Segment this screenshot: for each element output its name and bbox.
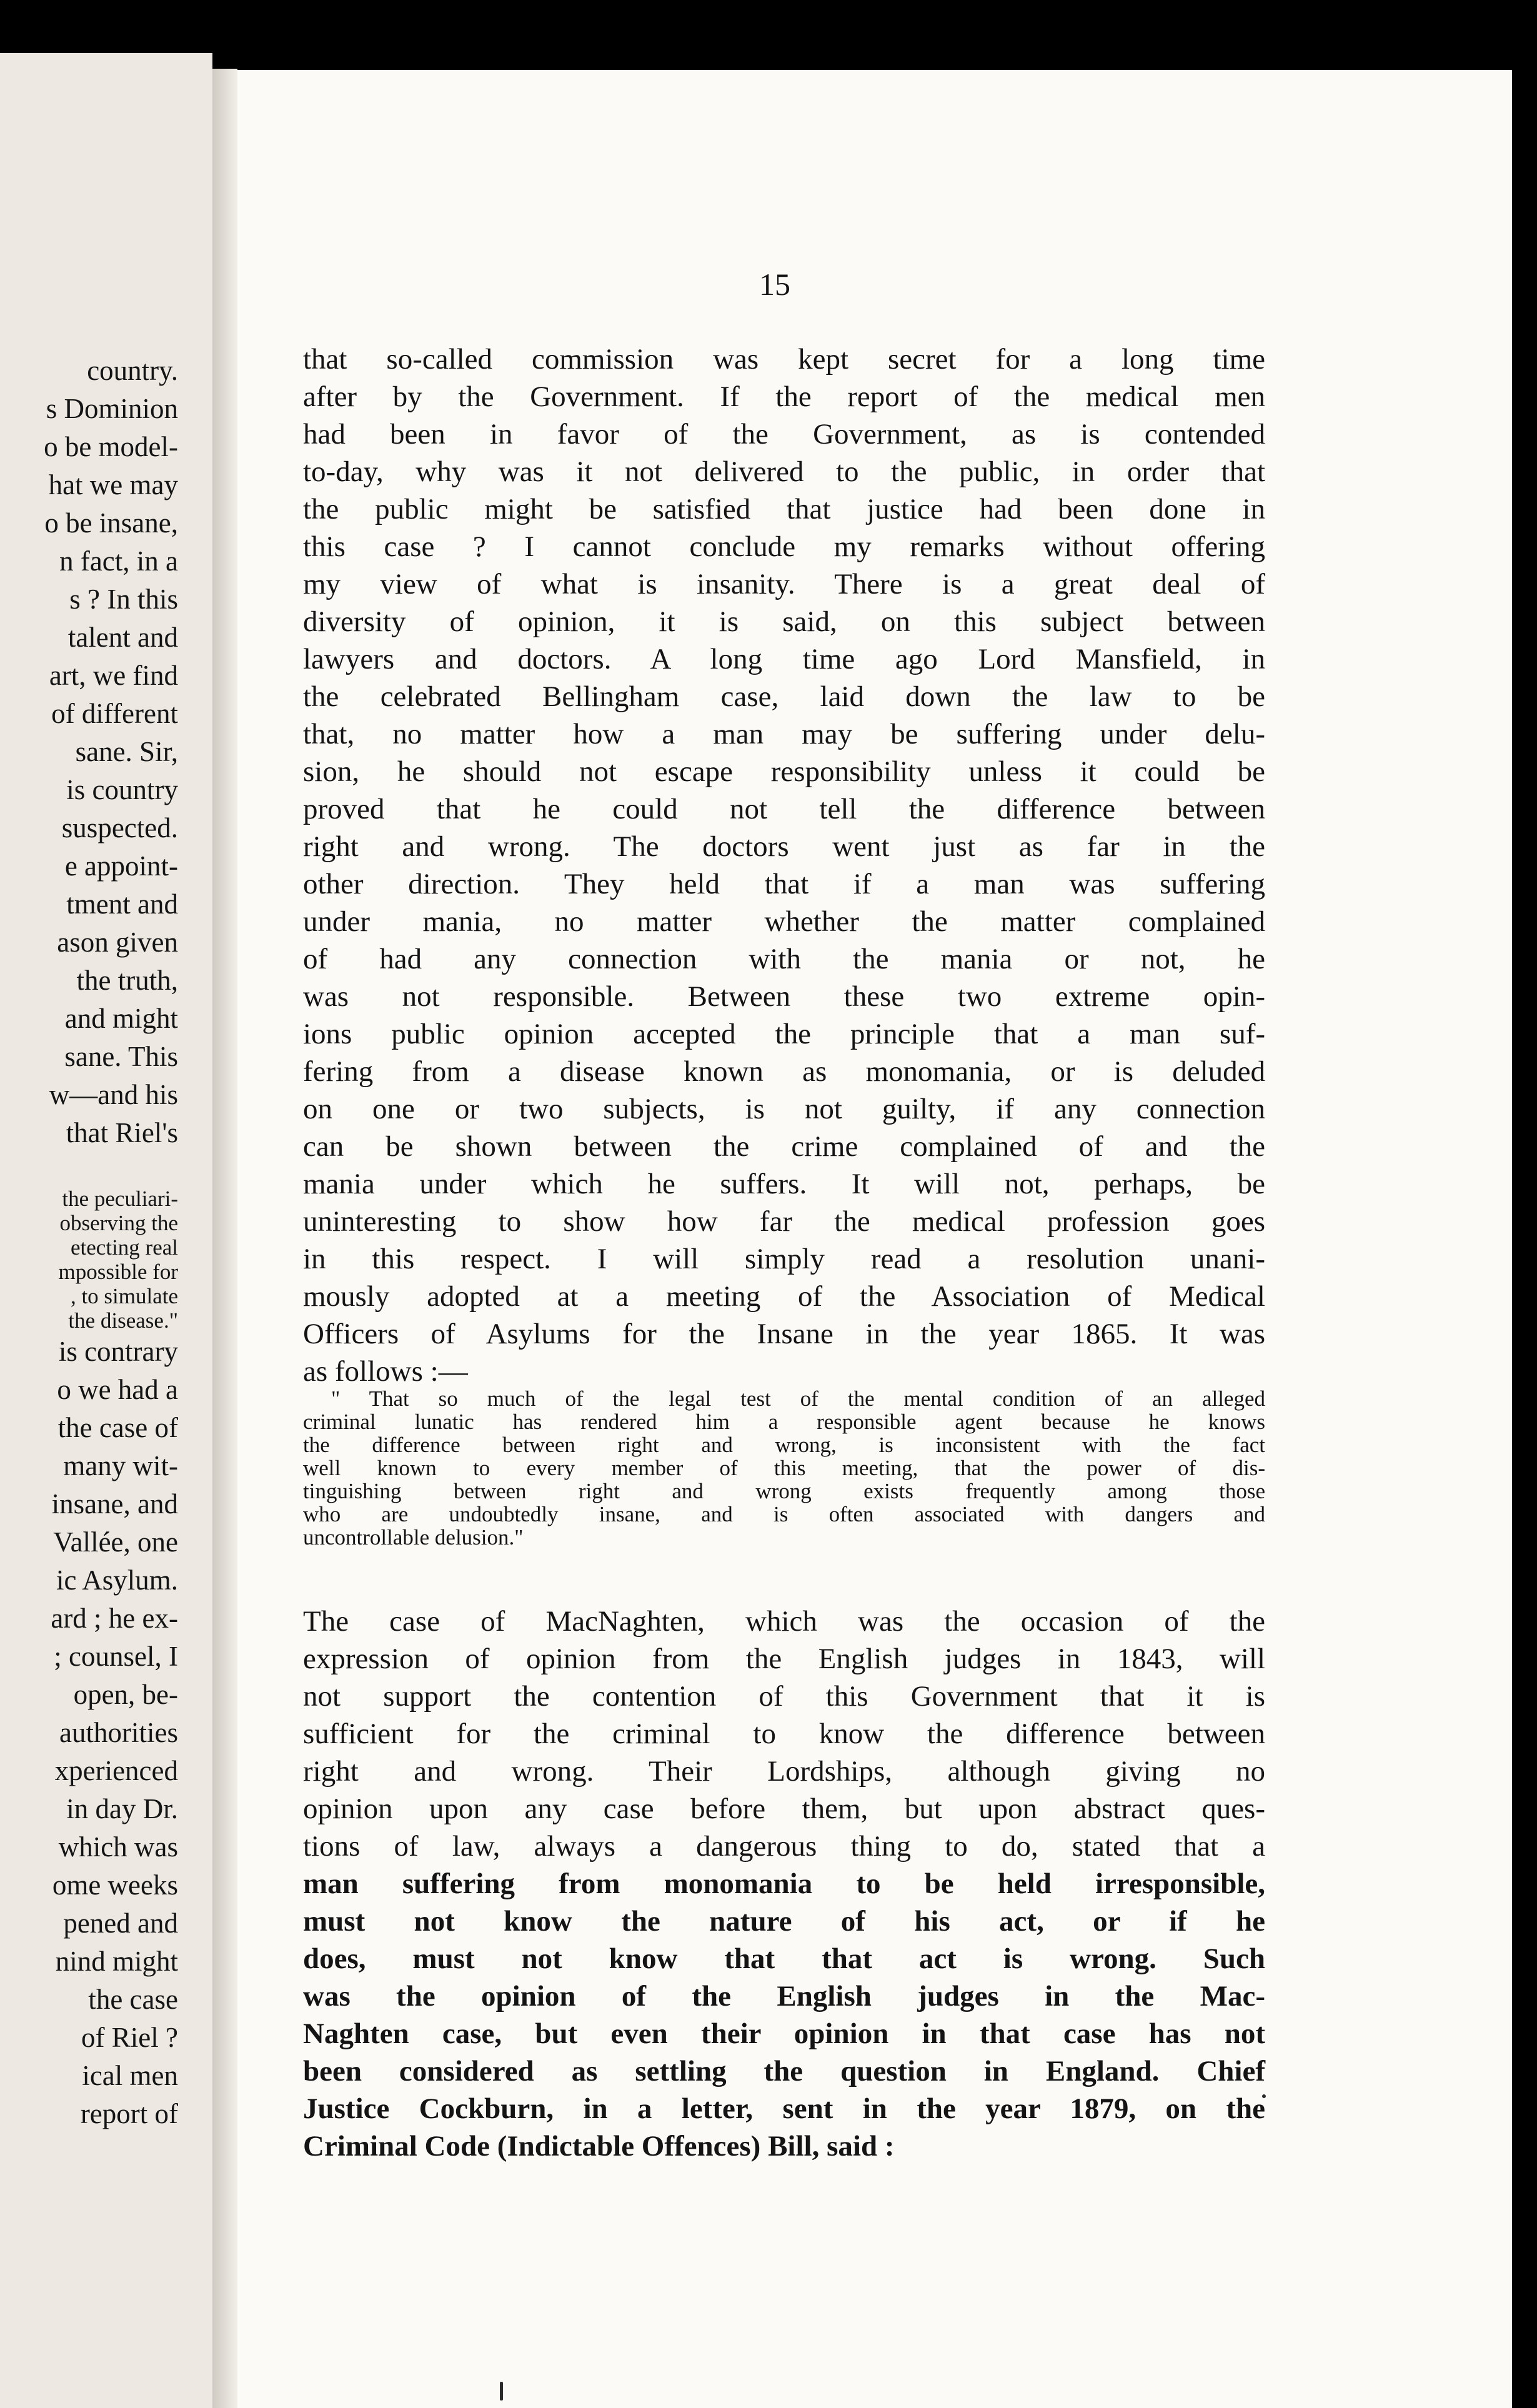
left-line: sane. This <box>64 1041 178 1072</box>
left-line: many wit- <box>63 1450 178 1481</box>
left-line: the case of <box>57 1412 178 1443</box>
text-line: fering from a disease known as monomania, or is deluded <box>303 1055 1265 1088</box>
text-line: right and wrong. The doctors went just as far in the <box>303 830 1265 863</box>
quote-line: well known to every member of this meeting, that the power of dis- <box>303 1456 1265 1480</box>
text-line: mania under which he suffers. It will not, perhaps, be <box>303 1168 1265 1200</box>
text-line: right and wrong. Their Lordships, although giving no <box>303 1755 1265 1788</box>
text-line: The case of MacNaghten, which was the occasion of the <box>303 1605 1265 1638</box>
text-line: to-day, why was it not delivered to the public, in order that <box>303 455 1265 488</box>
left-line: s ? In this <box>69 584 178 615</box>
left-line: w—and his <box>49 1079 178 1110</box>
quote-line: the difference between right and wrong, is inconsistent with the fact <box>303 1433 1265 1457</box>
left-line: s Dominion <box>46 393 178 424</box>
left-line: and might <box>64 1003 178 1034</box>
left-line: n fact, in a <box>59 545 178 577</box>
text-line: can be shown between the crime complained of and the <box>303 1130 1265 1163</box>
left-line: insane, and <box>51 1488 178 1520</box>
text-line: mously adopted at a meeting of the Association of Medical <box>303 1280 1265 1313</box>
left-line: that Riel's <box>66 1117 178 1148</box>
left-line: talent and <box>67 622 178 653</box>
left-line: authorities <box>59 1717 178 1748</box>
left-line: the case <box>88 1984 178 2015</box>
text-line: sufficient for the criminal to know the difference between <box>303 1718 1265 1750</box>
text-line: Naghten case, but even their opinion in that case has not <box>303 2017 1265 2050</box>
text-line: the public might be satisfied that justice had been done in <box>303 493 1265 525</box>
text-line: proved that he could not tell the difference between <box>303 793 1265 825</box>
left-line: suspected. <box>61 812 178 843</box>
page-number: 15 <box>759 267 790 302</box>
text-line: other direction. They held that if a man was suffering <box>303 868 1265 900</box>
left-line: in day Dr. <box>66 1793 178 1824</box>
quote-line: who are undoubtedly insane, and is often associated with dangers and <box>303 1502 1265 1526</box>
book-gutter <box>212 69 237 2408</box>
left-line: country. <box>87 355 178 386</box>
text-line: been considered as settling the question in England. Chief <box>303 2055 1265 2087</box>
quote-line: criminal lunatic has rendered him a responsible agent because he knows <box>303 1410 1265 1434</box>
text-line: does, must not know that that act is wrong. Such <box>303 1943 1265 1975</box>
left-line: Vallée, one <box>53 1526 178 1558</box>
quote-line: " That so much of the legal test of the mental condition of an alleged <box>331 1386 1265 1411</box>
left-quote-line: etecting real <box>71 1235 178 1260</box>
text-line: in this respect. I will simply read a resolution unani- <box>303 1243 1265 1275</box>
text-line: expression of opinion from the English judges in 1843, will <box>303 1643 1265 1675</box>
paragraph-2 <box>303 1603 1265 2165</box>
text-line: that, no matter how a man may be suffering under delu- <box>303 718 1265 750</box>
left-line: art, we find <box>49 660 178 691</box>
text-line: after by the Government. If the report of the medical men <box>303 381 1265 413</box>
text-line: opinion upon any case before them, but upon abstract ques- <box>303 1793 1265 1825</box>
left-line: nind might <box>55 1946 178 1977</box>
text-line: this case ? I cannot conclude my remarks without offering <box>303 530 1265 563</box>
text-line: Criminal Code (Indictable Offences) Bill, said : <box>303 2130 895 2162</box>
text-line: my view of what is insanity. There is a great deal of <box>303 568 1265 600</box>
text-line: diversity of opinion, it is said, on this subject between <box>303 605 1265 638</box>
left-line: hat we may <box>48 469 178 500</box>
text-line: ions public opinion accepted the principle that a man suf- <box>303 1018 1265 1050</box>
left-line: ard ; he ex- <box>51 1603 178 1634</box>
print-speck <box>500 2382 503 2401</box>
text-line: Officers of Asylums for the Insane in the year 1865. It was <box>303 1318 1265 1350</box>
text-line: as follows :— <box>303 1355 468 1388</box>
left-quote-line: observing the <box>59 1211 178 1235</box>
left-line: ason given <box>57 927 178 958</box>
left-line: open, be- <box>73 1679 178 1710</box>
text-line: the celebrated Bellingham case, laid down the law to be <box>303 680 1265 713</box>
left-quote-line: , to simulate <box>70 1284 178 1308</box>
left-line: which was <box>58 1831 178 1863</box>
left-line: ; counsel, I <box>54 1641 178 1672</box>
left-line: ic Asylum. <box>56 1565 178 1596</box>
left-line: report of <box>80 2098 178 2129</box>
left-line: e appoint- <box>64 850 178 882</box>
text-line: not support the contention of this Government that it is <box>303 1680 1265 1713</box>
quote-line: tinguishing between right and wrong exists frequently among those <box>303 1479 1265 1503</box>
text-line: of had any connection with the mania or not, he <box>303 943 1265 975</box>
left-line: sane. Sir, <box>75 736 178 767</box>
text-line: man suffering from monomania to be held irresponsible, <box>303 1868 1265 1900</box>
left-line: of different <box>51 698 178 729</box>
left-line: o be insane, <box>44 507 178 539</box>
text-line: sion, he should not escape responsibility unless it could be <box>303 755 1265 788</box>
block-quotation <box>303 1387 1265 1549</box>
left-line: the truth, <box>76 965 178 996</box>
text-line: lawyers and doctors. A long time ago Lord Mansfield, in <box>303 643 1265 675</box>
left-line: ome weeks <box>52 1869 178 1901</box>
left-page <box>0 53 212 2408</box>
left-page-text <box>0 352 178 2133</box>
left-line: is country <box>66 774 178 805</box>
text-line: uninteresting to show how far the medical profession goes <box>303 1205 1265 1238</box>
left-quote-line: the peculiari- <box>62 1187 178 1211</box>
text-line: had been in favor of the Government, as is contended <box>303 418 1265 450</box>
quote-line: uncontrollable delusion." <box>303 1525 524 1550</box>
text-line: under mania, no matter whether the matter complained <box>303 905 1265 938</box>
left-line: xperienced <box>54 1755 178 1786</box>
left-gap <box>0 1152 178 1187</box>
left-quote-line: the disease." <box>68 1308 178 1333</box>
text-line: must not know the nature of his act, or if he <box>303 1905 1265 1938</box>
paragraph-1 <box>303 341 1265 1390</box>
left-line: pened and <box>63 1908 178 1939</box>
left-line: o we had a <box>57 1374 178 1405</box>
text-line: was the opinion of the English judges in the Mac- <box>303 1980 1265 2012</box>
left-line: ical men <box>82 2060 178 2091</box>
text-line: was not responsible. Between these two extreme opin- <box>303 980 1265 1013</box>
text-line: tions of law, always a dangerous thing to do, stated that a <box>303 1830 1265 1863</box>
left-quote-line: mpossible for <box>58 1260 178 1284</box>
left-line: of Riel ? <box>81 2022 178 2053</box>
text-line: Justice Cockburn, in a letter, sent in the year 1879, on the <box>303 2092 1265 2125</box>
left-line: is contrary <box>58 1336 178 1367</box>
left-line: tment and <box>66 888 178 920</box>
text-line: on one or two subjects, is not guilty, if any connection <box>303 1093 1265 1125</box>
left-line: o be model- <box>44 431 178 462</box>
text-line: that so-called commission was kept secret for a long time <box>303 343 1265 376</box>
